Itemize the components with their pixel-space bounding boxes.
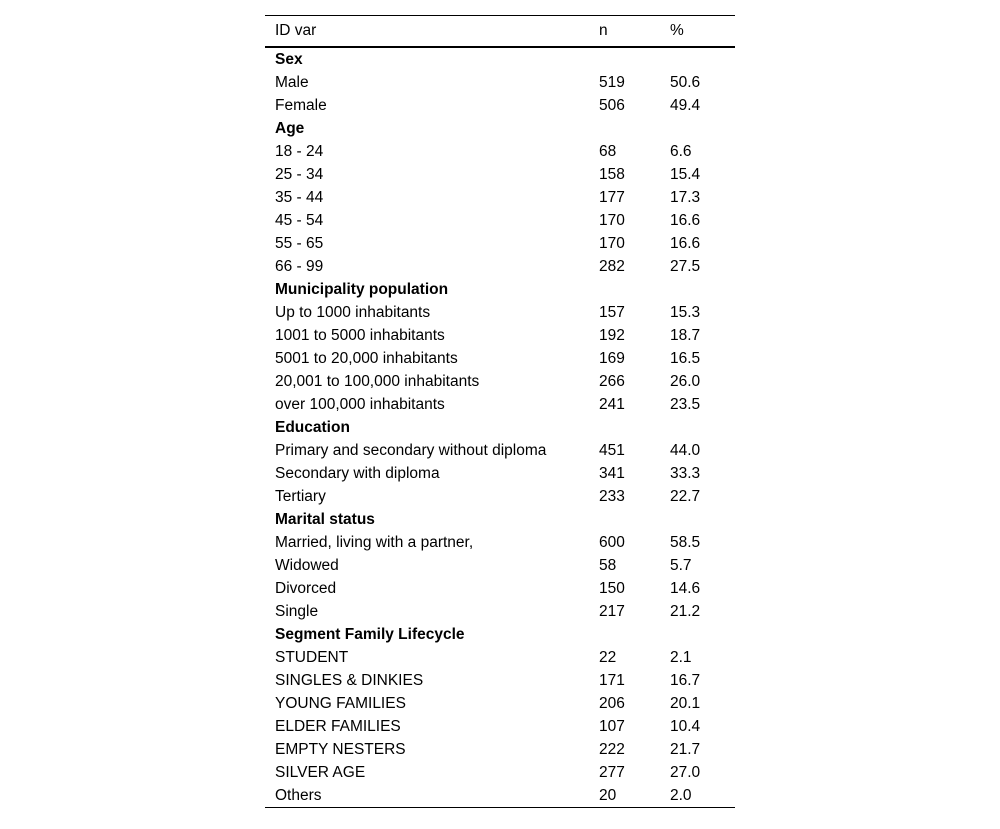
demographics-table-container	[265, 15, 735, 808]
row-percent: 26.0	[670, 372, 701, 390]
row-label: 35 - 44	[275, 188, 324, 206]
table-row	[265, 554, 735, 577]
row-label: SILVER AGE	[275, 763, 366, 781]
table-row	[265, 600, 735, 623]
row-count: 170	[599, 211, 625, 229]
row-count: 177	[599, 188, 625, 206]
row-count: 341	[599, 464, 625, 482]
row-label: 18 - 24	[275, 142, 324, 160]
row-percent: 14.6	[670, 579, 701, 597]
row-label: Secondary with diploma	[275, 464, 440, 482]
table-row	[265, 738, 735, 761]
row-percent: 27.5	[670, 257, 701, 275]
row-percent: 27.0	[670, 763, 701, 781]
row-percent: 15.4	[670, 165, 701, 183]
row-count: 158	[599, 165, 625, 183]
row-label: Widowed	[275, 556, 339, 574]
table-row	[265, 669, 735, 692]
empty-cell	[589, 47, 660, 71]
table-row	[265, 462, 735, 485]
row-label: 5001 to 20,000 inhabitants	[275, 349, 458, 367]
row-label: 45 - 54	[275, 211, 324, 229]
demographics-table	[265, 15, 735, 808]
row-label: EMPTY NESTERS	[275, 740, 406, 758]
group-heading: Education	[275, 418, 350, 436]
row-label: Male	[275, 73, 309, 91]
row-percent: 16.6	[670, 211, 701, 229]
row-count: 22	[599, 648, 617, 666]
empty-cell	[660, 416, 735, 439]
row-label: 55 - 65	[275, 234, 324, 252]
row-count: 157	[599, 303, 625, 321]
table-row	[265, 577, 735, 600]
table-row	[265, 715, 735, 738]
group-heading-row	[265, 117, 735, 140]
row-count: 600	[599, 533, 625, 551]
row-count: 107	[599, 717, 625, 735]
row-count: 266	[599, 372, 625, 390]
group-heading: Marital status	[275, 510, 375, 528]
row-count: 233	[599, 487, 625, 505]
table-row	[265, 531, 735, 554]
group-heading-row	[265, 416, 735, 439]
table-row	[265, 646, 735, 669]
table-row	[265, 163, 735, 186]
group-heading-row	[265, 623, 735, 646]
header-percent: %	[670, 22, 684, 39]
table-row	[265, 485, 735, 508]
row-label: Divorced	[275, 579, 337, 597]
row-label: 20,001 to 100,000 inhabitants	[275, 372, 480, 390]
row-percent: 23.5	[670, 395, 701, 413]
row-label: Up to 1000 inhabitants	[275, 303, 431, 321]
row-label: Primary and secondary without diploma	[275, 441, 547, 459]
table-row	[265, 71, 735, 94]
row-count: 192	[599, 326, 625, 344]
row-percent: 50.6	[670, 73, 701, 91]
empty-cell	[660, 47, 735, 71]
row-count: 217	[599, 602, 625, 620]
row-percent: 10.4	[670, 717, 701, 735]
row-count: 171	[599, 671, 625, 689]
row-percent: 44.0	[670, 441, 701, 459]
table-row	[265, 255, 735, 278]
row-count: 68	[599, 142, 617, 160]
row-label: YOUNG FAMILIES	[275, 694, 406, 712]
table-row	[265, 761, 735, 784]
header-id-var: ID var	[275, 22, 317, 39]
header-n: n	[599, 22, 608, 39]
row-count: 506	[599, 96, 625, 114]
row-label: Others	[275, 786, 322, 804]
header-row	[265, 16, 735, 48]
row-label: SINGLES & DINKIES	[275, 671, 424, 689]
empty-cell	[589, 416, 660, 439]
row-percent: 16.5	[670, 349, 701, 367]
group-heading-row	[265, 278, 735, 301]
group-heading-row	[265, 47, 735, 71]
empty-cell	[660, 278, 735, 301]
table-row	[265, 439, 735, 462]
table-row	[265, 140, 735, 163]
table-row	[265, 324, 735, 347]
row-count: 451	[599, 441, 625, 459]
row-label: Female	[275, 96, 327, 114]
row-label: 66 - 99	[275, 257, 324, 275]
group-heading: Segment Family Lifecycle	[275, 625, 465, 643]
empty-cell	[660, 117, 735, 140]
table-row	[265, 370, 735, 393]
row-count: 222	[599, 740, 625, 758]
row-label: Married, living with a partner,	[275, 533, 474, 551]
row-count: 170	[599, 234, 625, 252]
row-percent: 22.7	[670, 487, 701, 505]
row-count: 169	[599, 349, 625, 367]
row-percent: 5.7	[670, 556, 692, 574]
row-count: 282	[599, 257, 625, 275]
row-count: 206	[599, 694, 625, 712]
table-header	[265, 16, 735, 48]
group-heading-row	[265, 508, 735, 531]
table-row	[265, 784, 735, 808]
row-percent: 17.3	[670, 188, 701, 206]
row-label: Single	[275, 602, 319, 620]
row-percent: 33.3	[670, 464, 701, 482]
empty-cell	[660, 508, 735, 531]
row-label: Tertiary	[275, 487, 326, 505]
empty-cell	[589, 117, 660, 140]
table-row	[265, 393, 735, 416]
row-count: 277	[599, 763, 625, 781]
row-percent: 18.7	[670, 326, 701, 344]
row-percent: 16.7	[670, 671, 701, 689]
row-percent: 2.0	[670, 786, 692, 804]
row-percent: 2.1	[670, 648, 692, 666]
row-label: 25 - 34	[275, 165, 324, 183]
row-percent: 21.7	[670, 740, 701, 758]
row-count: 150	[599, 579, 625, 597]
empty-cell	[589, 623, 660, 646]
empty-cell	[589, 278, 660, 301]
group-heading: Age	[275, 119, 305, 137]
table-row	[265, 347, 735, 370]
row-percent: 58.5	[670, 533, 701, 551]
row-percent: 49.4	[670, 96, 701, 114]
row-count: 519	[599, 73, 625, 91]
row-percent: 16.6	[670, 234, 701, 252]
row-percent: 15.3	[670, 303, 701, 321]
row-label: ELDER FAMILIES	[275, 717, 401, 735]
row-count: 58	[599, 556, 617, 574]
empty-cell	[660, 623, 735, 646]
table-row	[265, 186, 735, 209]
empty-cell	[589, 508, 660, 531]
group-heading: Municipality population	[275, 280, 449, 298]
row-percent: 20.1	[670, 694, 701, 712]
row-percent: 6.6	[670, 142, 692, 160]
row-count: 20	[599, 786, 617, 804]
row-label: over 100,000 inhabitants	[275, 395, 445, 413]
row-label: 1001 to 5000 inhabitants	[275, 326, 445, 344]
row-label: STUDENT	[275, 648, 349, 666]
table-row	[265, 692, 735, 715]
row-count: 241	[599, 395, 625, 413]
table-row	[265, 94, 735, 117]
group-heading: Sex	[275, 50, 303, 68]
table-row	[265, 232, 735, 255]
table-body	[265, 47, 735, 808]
table-row	[265, 301, 735, 324]
row-percent: 21.2	[670, 602, 701, 620]
table-row	[265, 209, 735, 232]
